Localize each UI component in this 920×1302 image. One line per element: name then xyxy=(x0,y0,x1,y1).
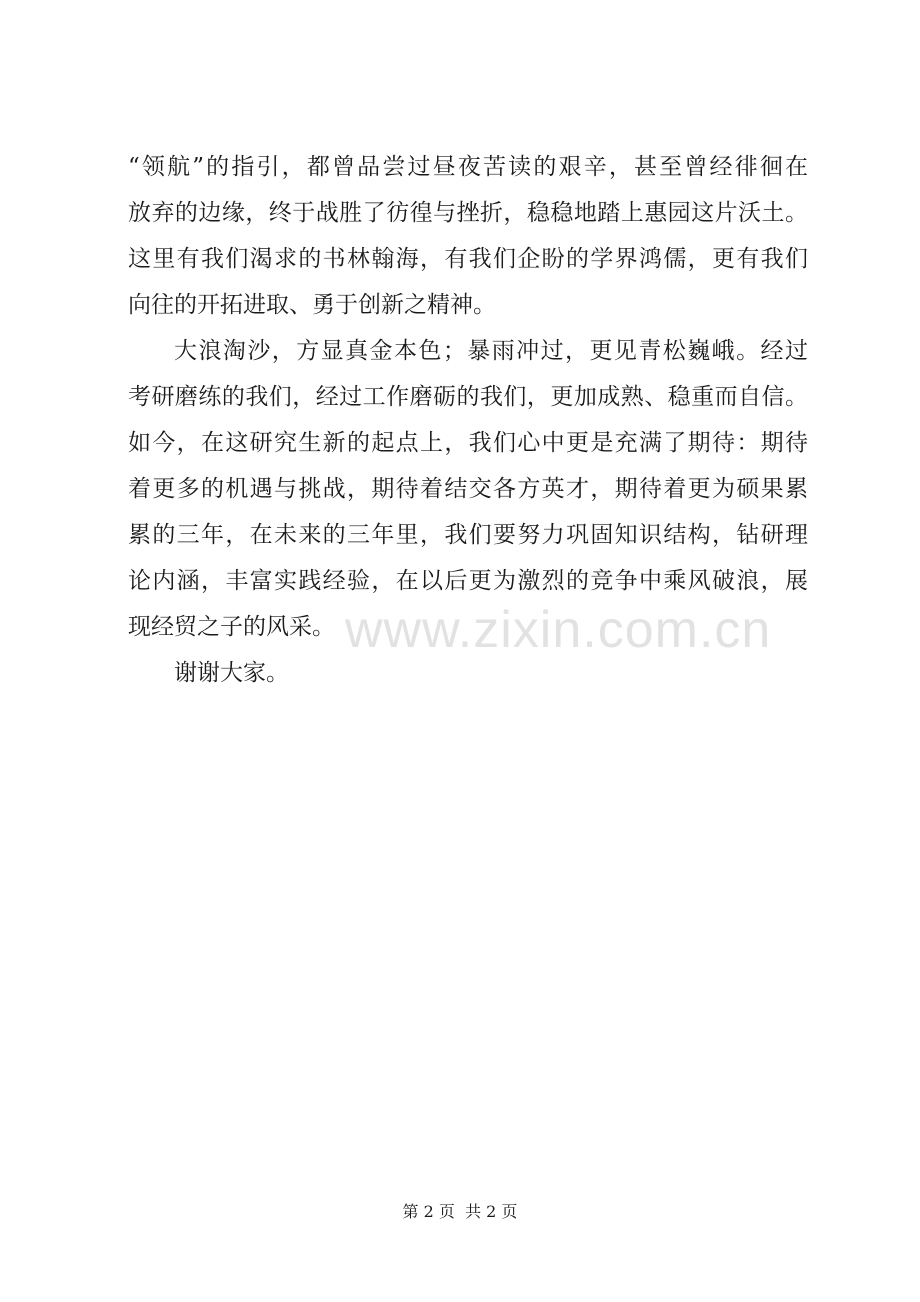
watermark: www.zixin.com.cn xyxy=(345,601,772,659)
paragraph-2-line-4: 着更多的机遇与挑战，期待着结交各方英才，期待着更为硕果累 xyxy=(128,476,808,502)
paragraph-2-line-7: 现经贸之子的风采。 xyxy=(128,614,335,640)
paragraph-2-line-5: 累的三年，在未来的三年里，我们要努力巩固知识结构，钻研理 xyxy=(128,522,808,548)
paragraph-2-line-6: 论内涵，丰富实践经验，在以后更为激烈的竞争中乘风破浪，展 xyxy=(128,568,808,594)
paragraph-2-line-3: 如今，在这研究生新的起点上，我们心中更是充满了期待：期待 xyxy=(128,430,808,456)
paragraph-3-line-1: 谢谢大家。 xyxy=(174,660,289,686)
paragraph-1-line-3: 这里有我们渴求的书林翰海，有我们企盼的学界鸿儒，更有我们 xyxy=(128,246,808,272)
paragraph-1-line-2: 放弃的边缘，终于战胜了彷徨与挫折，稳稳地踏上惠园这片沃土。 xyxy=(128,200,808,226)
paragraph-2-line-1: 大浪淘沙，方显真金本色；暴雨冲过，更见青松巍峨。经过 xyxy=(174,338,808,364)
paragraph-1-line-1: “领航”的指引，都曾品尝过昼夜苦读的艰辛，甚至曾经徘徊在 xyxy=(128,154,808,180)
paragraph-2-line-2: 考研磨练的我们，经过工作磨砺的我们，更加成熟、稳重而自信。 xyxy=(128,384,808,410)
paragraph-1-line-4: 向往的开拓进取、勇于创新之精神。 xyxy=(128,292,496,318)
page-number-footer: 第 2 页 共 2 页 xyxy=(402,1202,518,1221)
